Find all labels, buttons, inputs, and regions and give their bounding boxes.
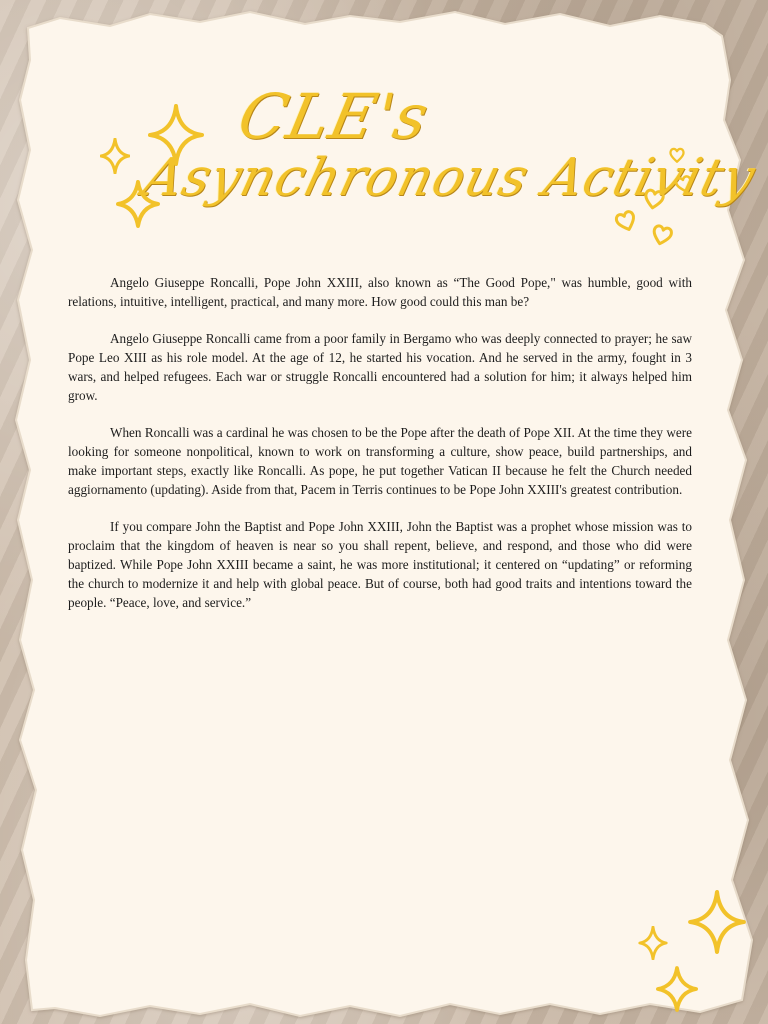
sparkle-icon (116, 180, 160, 228)
paragraph: Angelo Giuseppe Roncalli, Pope John XXIII, also known as “The Good Pope," was humble, good with relations, intuitive, intelligent, practical, and many more. How good could this man be? (68, 275, 692, 309)
paragraph: Angelo Giuseppe Roncalli came from a poor family in Bergamo who was deeply connected to prayer; he saw Pope Leo XIII as his role model. At the age of 12, he started his vocation. And he served in the army, fought in 3 wars, and helped refugees. Each war or struggle Roncalli encountered had a solution for him; it always helped him grow. (68, 331, 692, 403)
heart-icon (650, 222, 674, 248)
sparkle-icon (656, 966, 698, 1012)
heart-icon (674, 174, 694, 194)
sparkle-icon (100, 138, 130, 174)
sparkle-icon (148, 104, 204, 166)
essay-body (68, 274, 692, 631)
heart-icon (614, 208, 638, 234)
title-line-2: Asynchronous Activity (137, 148, 762, 208)
heart-icon (668, 146, 686, 164)
sparkle-icon (638, 926, 668, 960)
heart-icon (642, 186, 666, 212)
paragraph: If you compare John the Baptist and Pope John XXIII, John the Baptist was a prophet whose mission was to proclaim that the kingdom of heaven is near so you shall repent, believe, and respond, and those who did were baptized. While Pope John XXIII became a saint, he was more institutional; it centered on “updating” or reforming the church to modernize it and help with global peace. But of course, both had good traits and intentions toward the people. “Peace, love, and service.” (68, 519, 692, 610)
paragraph: When Roncalli was a cardinal he was chosen to be the Pope after the death of Pope XII. At the time they were looking for someone nonpolitical, known to work on transforming a culture, show peace, build partnerships, and make important steps, exactly like Roncalli. As pope, he put together Vatican II because he felt the Church needed aggiornamento (updating). Aside from that, Pacem in Terris continues to be Pope John XXIII's greatest contribution. (68, 425, 692, 497)
sparkle-icon (688, 890, 746, 954)
title-line-1: CLE's (232, 80, 436, 153)
